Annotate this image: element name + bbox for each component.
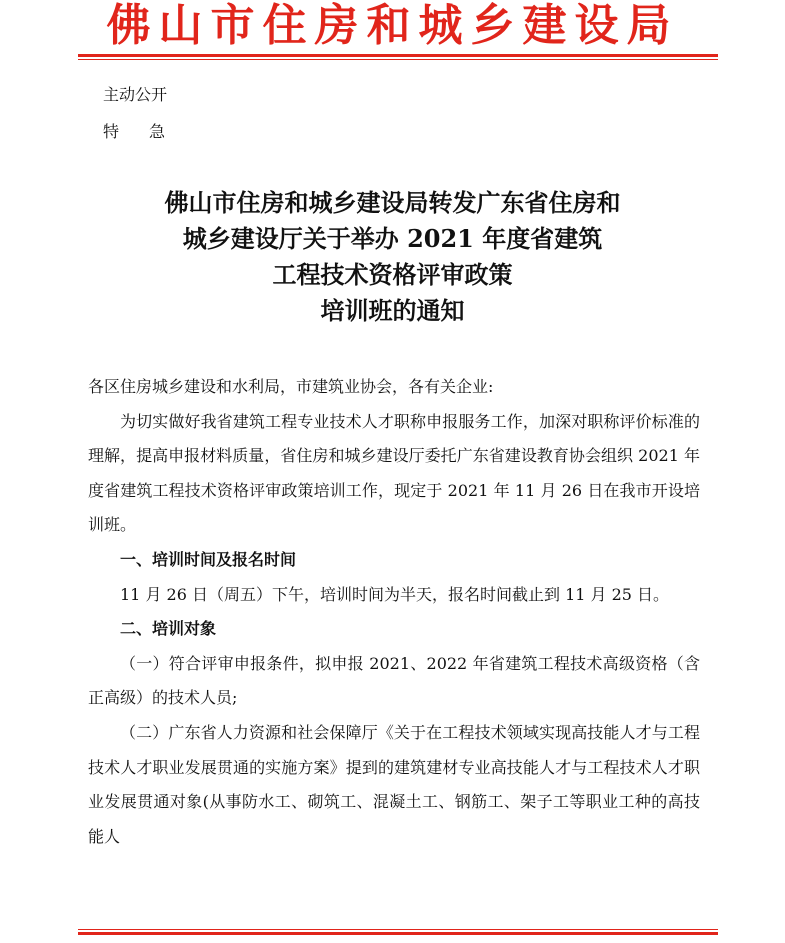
intro-paragraph: 为切实做好我省建筑工程专业技术人才职称申报服务工作，加深对职称评价标准的理解，提高申报材料质量，省住房和城乡建设厅委托广东省建设教育协会组织 2021 年度省建筑工程技术资格评审政策培训工作，现定于 2021 年 11 月 26 日在我市开设培训班。 bbox=[88, 411, 700, 535]
section-2-item-2: （二）广东省人力资源和社会保障厅《关于在工程技术领域实现高技能人才与工程技术人才职业发展贯通的实施方案》提到的建筑建材专业高技能人才与工程技术人才职业发展贯通对象(从事防水工、砌筑工、混凝土工、钢筋工、架子工等职业工种的高技能人 bbox=[88, 722, 700, 846]
document-title bbox=[90, 185, 695, 329]
footer-rule-thin bbox=[78, 929, 718, 930]
document-body bbox=[88, 370, 700, 854]
section-1-heading: 一、培训时间及报名时间 bbox=[120, 549, 297, 569]
title-line-1: 佛山市住房和城乡建设局转发广东省住房和 bbox=[164, 188, 621, 217]
title-line-3: 工程技术资格评审政策 bbox=[272, 260, 513, 289]
masthead-org-name: 佛山市住房和城乡建设局 bbox=[106, 0, 679, 51]
title-line-2: 城乡建设厅关于举办 2021 年度省建筑 bbox=[182, 224, 603, 253]
section-2-item-1: （一）符合评审申报条件，拟申报 2021、2022 年省建筑工程技术高级资格（含正高级）的技术人员; bbox=[88, 653, 700, 708]
section-2-heading: 二、培训对象 bbox=[120, 619, 217, 639]
footer-rule-thick bbox=[78, 932, 718, 935]
urgency-label bbox=[103, 122, 167, 142]
title-line-4: 培训班的通知 bbox=[320, 296, 465, 325]
masthead-rule-thick bbox=[78, 54, 718, 57]
urgency-char-2: 急 bbox=[149, 122, 168, 141]
salutation: 各区住房城乡建设和水利局，市建筑业协会，各有关企业: bbox=[88, 377, 494, 396]
section-1-text: 11 月 26 日（周五）下午，培训时间为半天，报名时间截止到 11 月 25 日。 bbox=[120, 584, 670, 604]
urgency-char-1: 特 bbox=[103, 122, 122, 141]
disclosure-label: 主动公开 bbox=[103, 85, 168, 104]
masthead-rule-thin bbox=[78, 59, 718, 60]
